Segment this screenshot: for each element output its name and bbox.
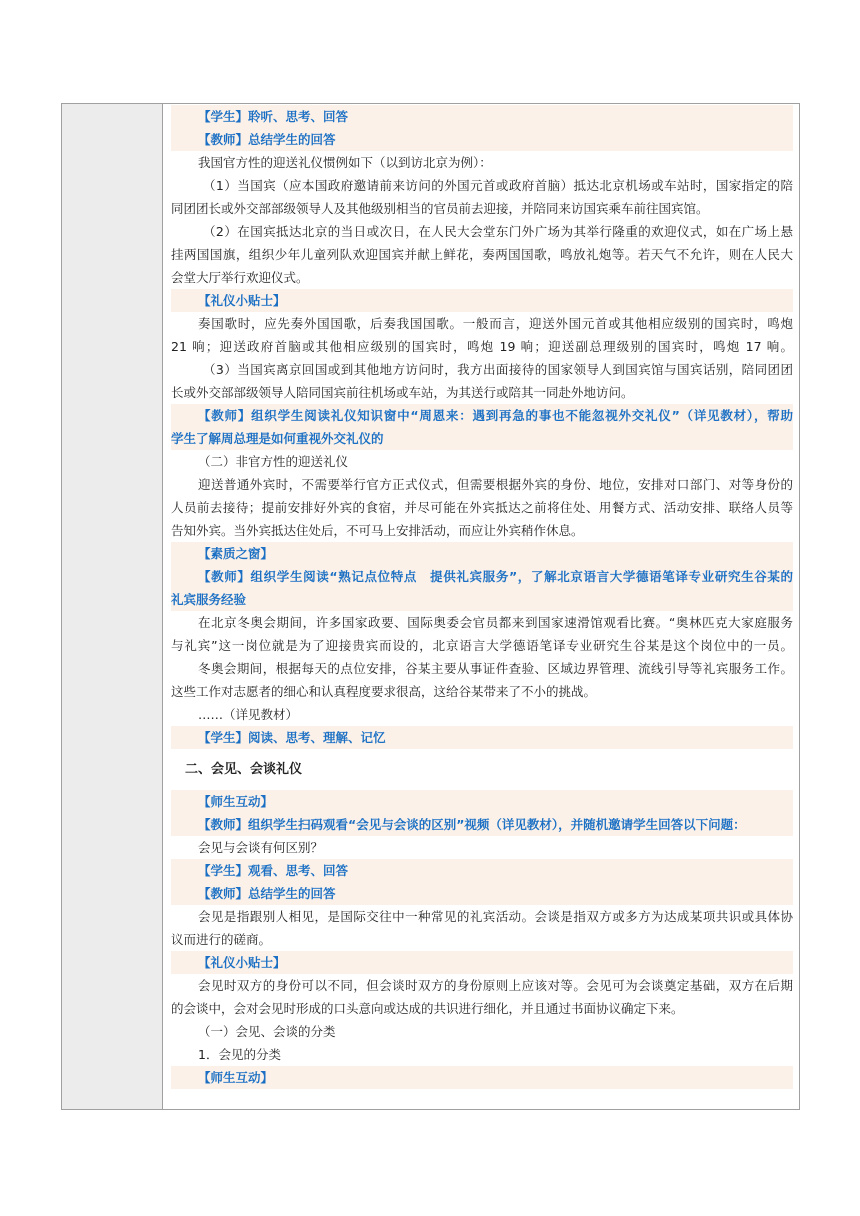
teacher-line: 【教师】总结学生的回答 (171, 882, 793, 905)
paragraph-line: （1）当国宾（应本国政府邀请前来访问的外国元首或政府首脑）抵达北京机场或车站时，国家指定的陪 (203, 178, 793, 193)
teacher-line: 【教师】组织学生阅读“熟记点位特点 提供礼宾服务”，了解北京语言大学德语笔译专业研究生谷某的 (171, 565, 793, 588)
left-column-cell (62, 104, 163, 1109)
section-subheading: 1．会见的分类 (198, 1047, 281, 1062)
student-line: 【学生】阅读、思考、理解、记忆 (171, 726, 793, 749)
paragraph-line: 同团团长或外交部部级领导人及其他级别相当的官员前去迎接，并陪同来访国宾乘车前往国宾馆。 (171, 201, 709, 216)
paragraph-line: 人员前去接待；提前安排好外宾的食宿，并尽可能在外宾抵达之前将住处、用餐方式、活动安排、联络人员等 (171, 500, 793, 515)
paragraph-line: 在北京冬奥会期间，许多国家政要、国际奥委会官员都来到国家速滑馆观看比赛。“奥林匹克大家庭服务 (198, 615, 793, 630)
paragraph-line: 告知外宾。当外宾抵达住处后，不可马上安排活动，而应让外宾稍作休息。 (171, 523, 584, 538)
paragraph-line: （3）当国宾离京回国或到其他地方访问时，我方出面接待的国家领导人到国宾馆与国宾话别，陪同团团 (203, 362, 793, 377)
interaction-label: 【师生互动】 (171, 790, 793, 813)
paragraph-line: 议而进行的磋商。 (171, 932, 272, 947)
paragraph-line: 与礼宾”这一岗位就是为了迎接贵宾而设的，北京语言大学德语笔译专业研究生谷某是这个岗位中的一员。 (171, 638, 793, 653)
teacher-line: 【教师】总结学生的回答 (171, 128, 793, 151)
teacher-line: 【教师】组织学生阅读礼仪知识窗中“周恩来：遇到再急的事也不能忽视外交礼仪”（详见教材），帮助 (171, 404, 793, 427)
teacher-line: 礼宾服务经验 (171, 588, 793, 611)
paragraph-line: 会见是指跟别人相见，是国际交往中一种常见的礼宾活动。会谈是指双方或多方为达成某项共识或具体协 (198, 909, 793, 924)
teacher-line: 学生了解周总理是如何重视外交礼仪的 (171, 427, 793, 450)
lesson-table (61, 103, 800, 1110)
paragraph-line: 这些工作对志愿者的细心和认真程度要求很高，这给谷某带来了不小的挑战。 (171, 684, 597, 699)
paragraph-line: 我国官方性的迎送礼仪惯例如下（以到访北京为例）： (198, 155, 492, 170)
paragraph-line: （2）在国宾抵达北京的当日或次日，在人民大会堂东门外广场为其举行隆重的欢迎仪式，如在广场上悬 (203, 224, 793, 239)
paragraph-line: 会见时双方的身份可以不同，但会谈时双方的身份原则上应该对等。会见可为会谈奠定基础，双方在后期 (198, 978, 793, 993)
paragraph-line: 会堂大厅举行欢迎仪式。 (171, 270, 309, 285)
quality-window-label: 【素质之窗】 (171, 542, 793, 565)
teacher-line: 【教师】组织学生扫码观看“会见与会谈的区别”视频（详见教材），并随机邀请学生回答以下问题： (171, 813, 793, 836)
question-line: 会见与会谈有何区别？ (198, 840, 324, 855)
paragraph-line: 的会谈中，会对会见时形成的口头意向或达成的共识进行细化，并且通过书面协议确定下来。 (171, 1001, 684, 1016)
paragraph-line: 长或外交部部级领导人陪同国宾前往机场或车站，为其送行或陪其一同赴外地访问。 (171, 385, 634, 400)
paragraph-line: 冬奥会期间，根据每天的点位安排，谷某主要从事证件查验、区域边界管理、流线引导等礼宾服务工作。 (198, 661, 793, 676)
student-line: 【学生】聆听、思考、回答 (171, 105, 793, 128)
paragraph-line: ……（详见教材） (198, 707, 299, 722)
paragraph-line: 奏国歌时，应先奏外国国歌，后奏我国国歌。一般而言，迎送外国元首或其他相应级别的国宾时，鸣炮 (198, 316, 793, 331)
paragraph-line: 挂两国国旗，组织少年儿童列队欢迎国宾并献上鲜花，奏两国国歌，鸣放礼炮等。若天气不允许，则在人民大 (171, 247, 793, 262)
etiquette-tip-label: 【礼仪小贴士】 (171, 951, 793, 974)
content-cell (171, 105, 793, 1089)
paragraph-line: 迎送普通外宾时，不需要举行官方正式仪式，但需要根据外宾的身份、地位，安排对口部门、对等身份的 (198, 477, 793, 492)
section-subheading: （二）非官方性的迎送礼仪 (198, 454, 349, 469)
student-line: 【学生】观看、思考、回答 (171, 859, 793, 882)
interaction-label: 【师生互动】 (171, 1066, 793, 1089)
paragraph-line: 21 响；迎送政府首脑或其他相应级别的国宾时，鸣炮 19 响；迎送副总理级别的国宾时，鸣炮 17 响。 (171, 339, 793, 354)
etiquette-tip-label: 【礼仪小贴士】 (171, 289, 793, 312)
section-subheading: （一）会见、会谈的分类 (198, 1024, 336, 1039)
section-heading: 二、会见、会谈礼仪 (185, 762, 303, 777)
